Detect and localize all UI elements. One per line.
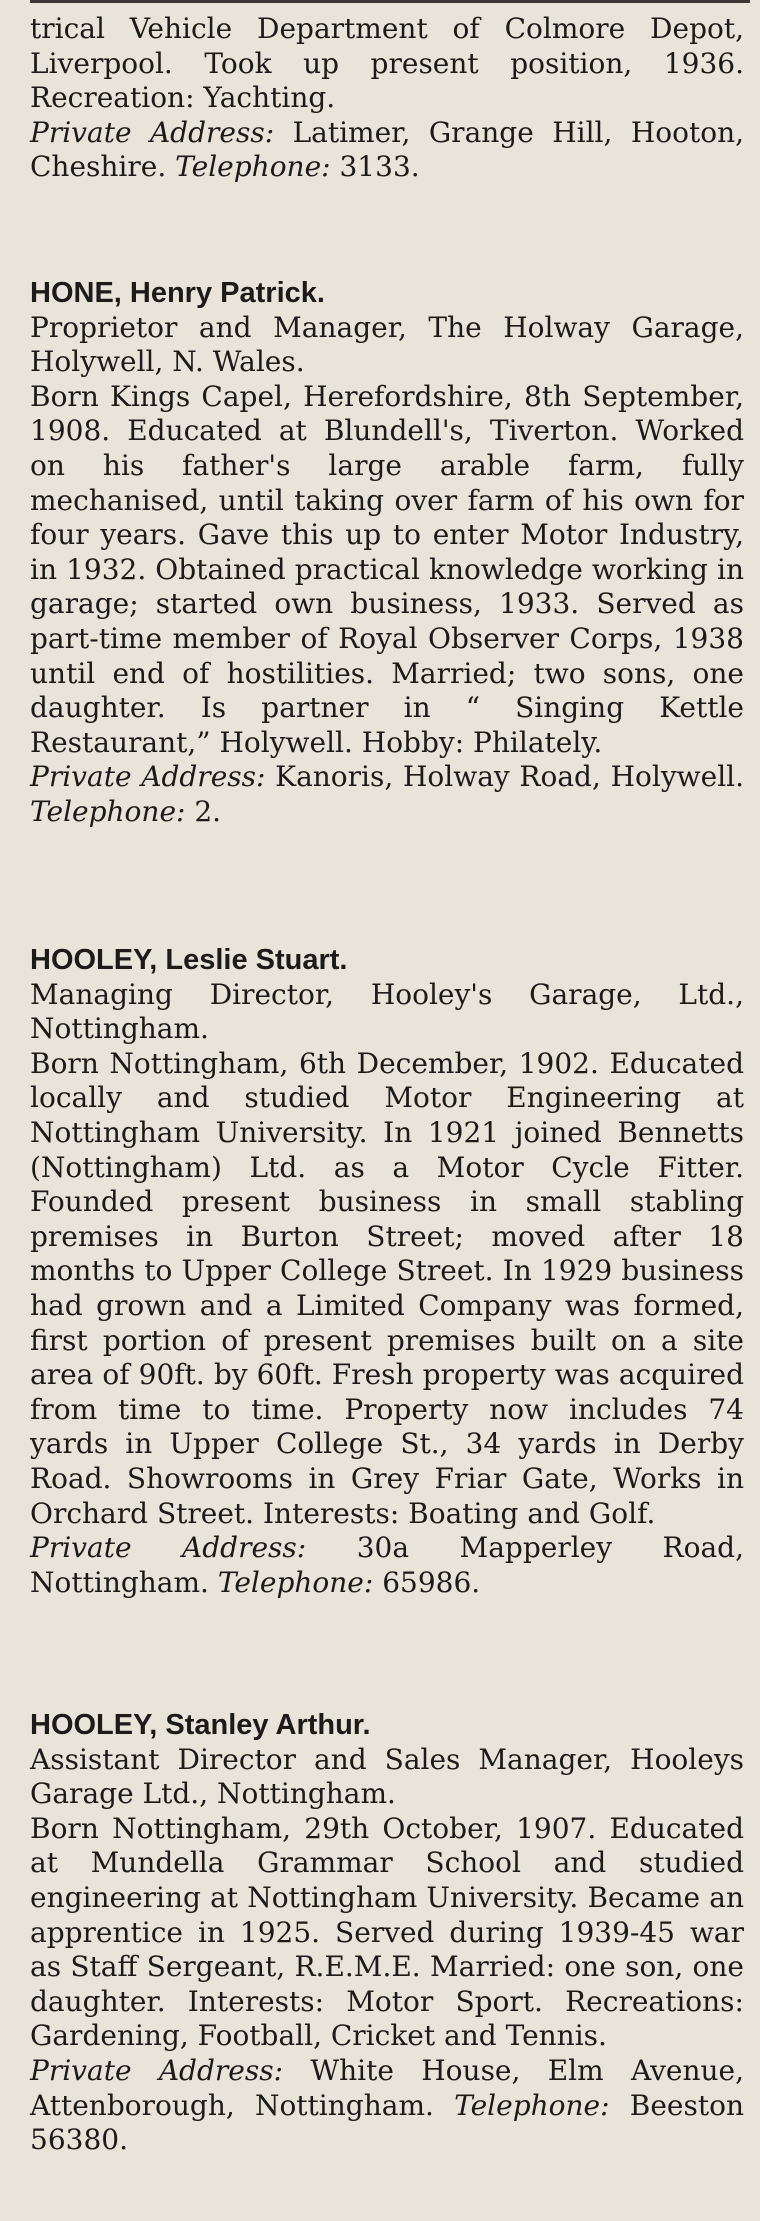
telephone-label: Telephone: bbox=[30, 794, 186, 828]
entry-bio: Born Nottingham, 6th December, 1902. Educated locally and studied Motor Engineering at Nottingham University. In 1921 joined Bennetts (Nottingham) Ltd. as a Motor Cycle Fitter. Founded present business in small stabling premises in Burton Street; moved after 18 months to Upper College Street. In 1929 business had grown and a Limited Company was formed, first portion of present premises built on a site area of 90ft. by 60ft. Fresh property was acquired from time to time. Property now includes 74 yards in Upper College St., 34 yards in Derby Road. Showrooms in Grey Friar Gate, Works in Orchard Street. Interests: Boating and Golf. bbox=[30, 1046, 744, 1530]
entry-address bbox=[30, 1531, 744, 1600]
entry-name: HOOLEY, Leslie Stuart. bbox=[30, 944, 348, 976]
telephone-label: Telephone: bbox=[217, 1565, 374, 1599]
entry-position: Assistant Director and Sales Manager, Hooleys Garage Ltd., Nottingham. bbox=[30, 1742, 744, 1811]
entry-hooley-leslie bbox=[30, 943, 744, 1600]
entry-bio: Born Nottingham, 29th October, 1907. Educated at Mundella Grammar School and studied engineering at Nottingham University. Became an apprentice in 1925. Served during 1939-45 war as Staff Sergeant, R.E.M.E. Married: one son, one daughter. Interests: Motor Sport. Recreations: Gardening, Football, Cricket and Tennis. bbox=[30, 1811, 744, 2053]
entry-position: Proprietor and Manager, The Holway Garage, Holywell, N. Wales. bbox=[30, 310, 744, 379]
entry-hone bbox=[30, 276, 744, 830]
entry-address bbox=[30, 116, 744, 185]
address-label: Private Address: bbox=[30, 1531, 307, 1565]
top-rule bbox=[30, 0, 750, 3]
telephone-value: 2. bbox=[185, 794, 222, 828]
entry-hooley-stanley bbox=[30, 1708, 744, 2158]
entry-position: Managing Director, Hooley's Garage, Ltd., Nottingham. bbox=[30, 977, 744, 1046]
address-label: Private Address: bbox=[30, 2053, 284, 2087]
entry-address bbox=[30, 760, 744, 829]
telephone-label: Telephone: bbox=[175, 150, 331, 184]
telephone-label: Telephone: bbox=[454, 2088, 610, 2122]
telephone-value: 65986. bbox=[373, 1565, 481, 1599]
telephone-value: 3133. bbox=[330, 150, 420, 184]
address-label: Private Address: bbox=[30, 760, 266, 794]
telephone-value: Beeston 56380. bbox=[30, 2088, 744, 2157]
entry-name: HONE, Henry Patrick. bbox=[30, 277, 325, 309]
address-label: Private Address: bbox=[30, 115, 275, 149]
address-value: Kanoris, Holway Road, Holywell. bbox=[265, 760, 745, 794]
entry-name: HOOLEY, Stanley Arthur. bbox=[30, 1709, 371, 1741]
entry-address bbox=[30, 2054, 744, 2158]
entry-bio: trical Vehicle Department of Colmore Depot, Liverpool. Took up present position, 1936. Recreation: Yachting. bbox=[30, 12, 744, 115]
address-value: 30a Mapperley Road, Nottingham. bbox=[30, 1531, 745, 1599]
address-value: White House, Elm Avenue, Attenborough, Nottingham. bbox=[30, 2053, 745, 2122]
entry-fragment bbox=[30, 12, 744, 185]
address-value: Latimer, Grange Hill, Hooton, Cheshire. bbox=[30, 115, 744, 184]
entry-bio: Born Kings Capel, Herefordshire, 8th September, 1908. Educated at Blundell's, Tiverton. Worked on his father's large arable farm, fully mechanised, until taking over farm of his own for four years. Gave this up to enter Motor Industry, in 1932. Obtained practical knowledge working in garage; started own business, 1933. Served as part-time member of Royal Observer Corps, 1938 until end of hostilities. Married; two sons, one daughter. Is partner in “ Singing Kettle Restaurant,” Holywell. Hobby: Philately. bbox=[30, 379, 744, 759]
